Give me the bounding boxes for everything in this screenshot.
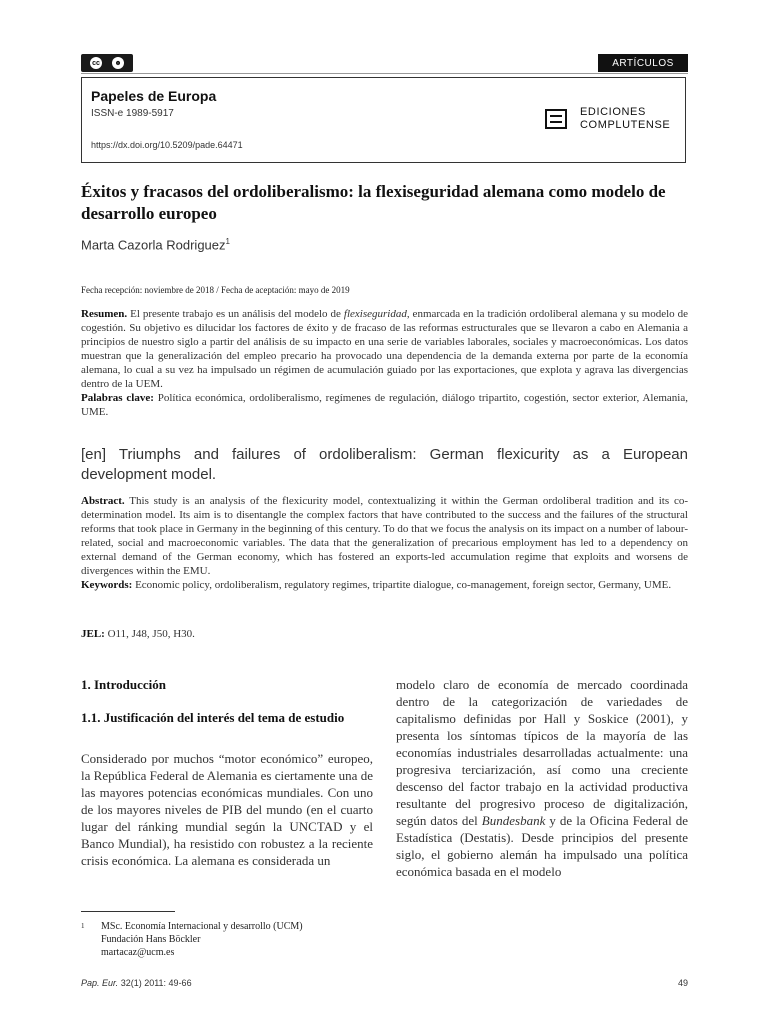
- publisher-name: [580, 106, 670, 132]
- body-paragraph-left: Considerado por muchos “motor económico” europeo, la República Federal de Alemania es ciertamente una de las mayores potencias económicas mundiales. Con uno de los mayores niveles de PIB del mundo (en el cuarto lugar del ránking mundial según la UNCTAD y el Banco Mundial), ha resistido con robustez a la reciente crisis económica. La alemana es considerada un: [81, 751, 373, 868]
- page-number: 49: [678, 978, 689, 988]
- footnote-rule: [81, 911, 175, 912]
- resumen-italic: flexiseguridad: [343, 308, 407, 320]
- abstract-text: This study is an analysis of the flexicurity model, contextualizing it within the German ordoliberal tradition and its co-determination model. Its aim is to disentangle the complex factors that have contributed to the success and the failures of the structural reforms that took place in Germany in the beginning of this century. To do that we focus the analysis on its impact on a number of labour-related, social and macroeconomic variables. The data that the generalization of precarious employment has led to a dependency on external demand of the German economy, which has fostered an exports-led accumulation regime that exploits and worsens de divergences within the EMU.: [81, 495, 688, 577]
- abstract-en: [81, 494, 688, 592]
- citation-volume: 32(1) 2011: 49-66: [118, 978, 192, 988]
- creative-commons-icon: cc: [90, 57, 102, 69]
- citation-journal: Pap. Eur.: [81, 978, 119, 988]
- doi-link[interactable]: https://dx.doi.org/10.5209/pade.64471: [91, 140, 243, 150]
- footnote-email[interactable]: martacaz@ucm.es: [101, 947, 175, 958]
- body-paragraph-right-1: modelo claro de economía de mercado coordinada dentro de la categorización de variedades de capitalismo definidas por Hall y Soskice (2001), y presenta los síntomas típicos de la mayoría de las economías industriales desarrolladas actualmente: una progresiva terciarización, así como una creciente descenso del factor trabajo en la actividad productiva resultante del progresivo proceso de digitalización, según datos del: [396, 677, 688, 828]
- english-title: [en] Triumphs and failures of ordoliberalism: German flexicurity as a European development model.: [81, 446, 688, 483]
- publisher-name-line2: COMPLUTENSE: [580, 119, 671, 131]
- abstract-es: [81, 307, 688, 419]
- footnote-line: Fundación Hans Böckler: [101, 934, 201, 945]
- citation-footer: [81, 978, 192, 988]
- body-paragraph-right-2: y de la Oficina Federal de Estadística (Destatis). Desde principios del presente siglo, el gobierno alemán ha impulsado una política económica basada en el modelo: [396, 813, 688, 879]
- abstract-label: Abstract.: [81, 495, 125, 507]
- header-rule: [81, 73, 688, 74]
- resumen-text-2: , enmarcada en la tradición ordoliberal alemana y su modelo de cogestión. Su objetivo es dilucidar los factores de éxito y de fracaso de las reformas estructurales que se llevaron a cabo en Alemania a principios de nuestro siglo a partir del análisis de su impacto en una serie de variables laborales, sociales y macroeconómicas. Los datos muestran que la generalización del empleo precario ha provocado una dependencia de la demanda externa por parte de la economía alemana, lo cual a su vez ha impulsado un régimen de acumulación guiado por las exportaciones, que explota y agrava las divergencias dentro de la UEM.: [81, 308, 688, 390]
- publisher-name-line1: EDICIONES: [580, 106, 646, 118]
- article-title: Éxitos y fracasos del ordoliberalismo: la flexiseguridad alemana como modelo de desarrollo europeo: [81, 182, 666, 223]
- keywords-text: Economic policy, ordoliberalism, regulatory regimes, tripartite dialogue, co-management, foreign sector, Germany, UME.: [132, 579, 672, 591]
- palabras-label: Palabras clave:: [81, 392, 154, 404]
- resumen-label: Resumen.: [81, 308, 128, 320]
- license-badge: [81, 54, 133, 72]
- subsection-heading: 1.1. Justificación del interés del tema de estudio: [81, 710, 345, 725]
- footnote-line: MSc. Economía Internacional y desarrollo (UCM): [101, 921, 303, 932]
- footnote-number: 1: [81, 922, 85, 930]
- journal-issn: ISSN-e 1989-5917: [91, 108, 174, 119]
- author-text: Marta Cazorla Rodriguez: [81, 237, 226, 253]
- right-column: [396, 676, 688, 880]
- jel-codes: [81, 628, 195, 640]
- left-column: [81, 676, 373, 869]
- resumen-text-1: El presente trabajo es un análisis del modelo de: [127, 308, 344, 320]
- publisher-logo-icon: [545, 108, 567, 130]
- section-heading: 1. Introducción: [81, 677, 166, 692]
- body-italic-term: Bundesbank: [481, 813, 546, 828]
- author-footnote-mark[interactable]: 1: [225, 237, 230, 246]
- jel-label: JEL:: [81, 628, 105, 640]
- journal-title: Papeles de Europa: [91, 88, 217, 104]
- keywords-label: Keywords:: [81, 579, 133, 591]
- attribution-icon: ☻: [112, 57, 124, 69]
- author-name: [81, 237, 230, 252]
- jel-text: O11, J48, J50, H30.: [104, 628, 195, 640]
- dates-line: Fecha recepción: noviembre de 2018 / Fecha de aceptación: mayo de 2019: [81, 285, 350, 295]
- footnote: [81, 920, 303, 959]
- section-tag: ARTÍCULOS: [598, 54, 688, 72]
- palabras-clave: Política económica, ordoliberalismo, regímenes de regulación, diálogo tripartito, cogestión, sector exterior, Alemania, UME.: [81, 392, 688, 418]
